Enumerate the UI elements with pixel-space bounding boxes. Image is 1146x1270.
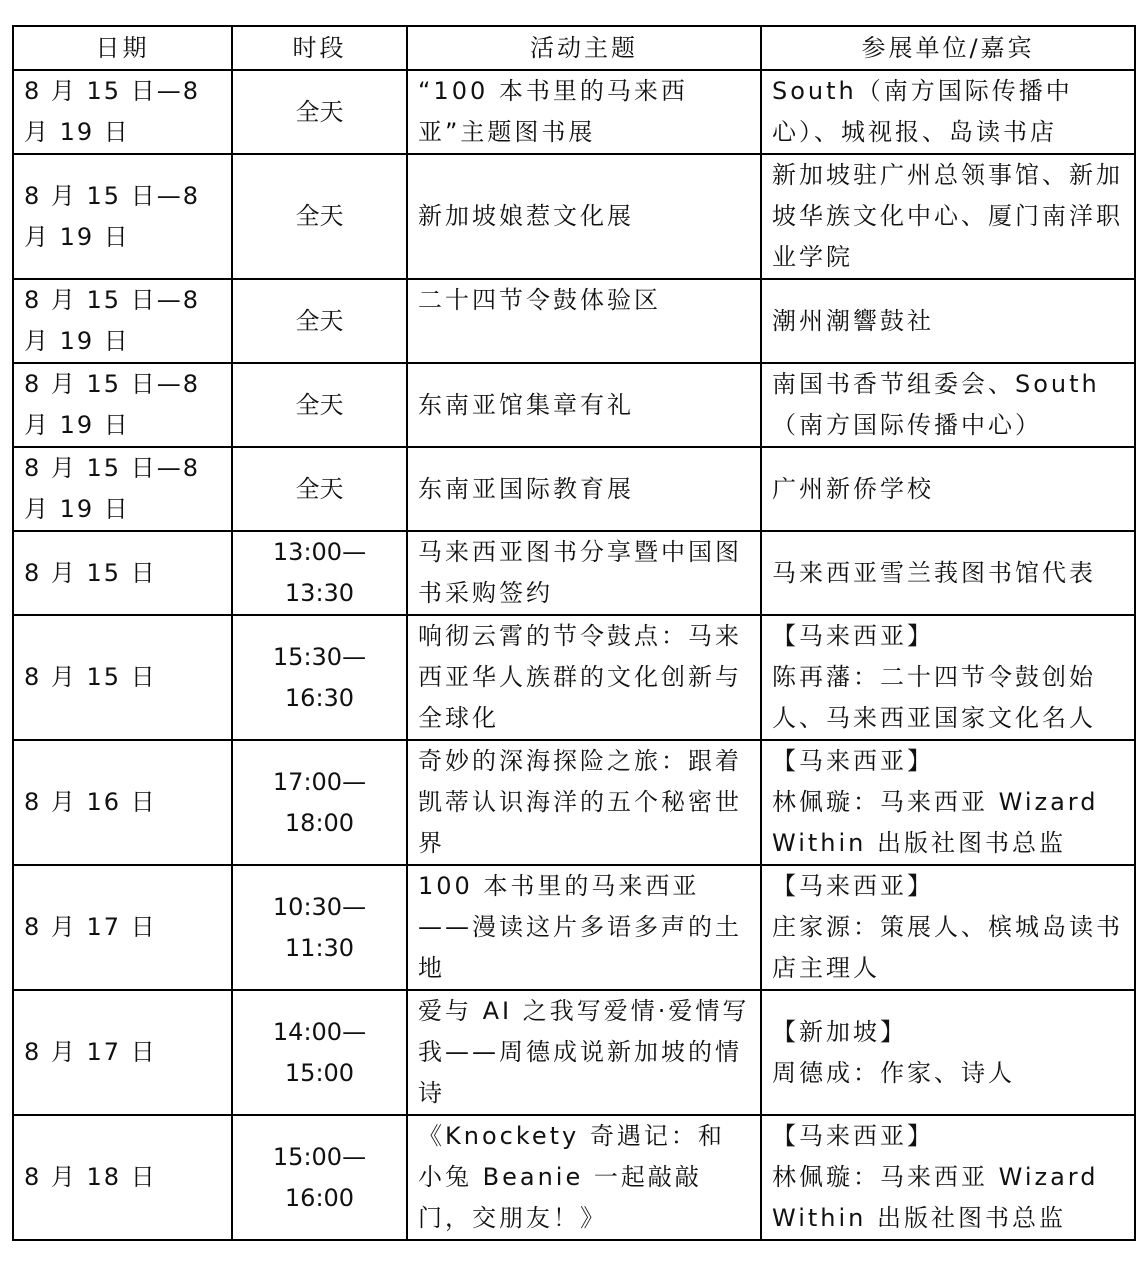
date-cell: 8 月 17 日 <box>13 990 232 1115</box>
date-cell: 8 月 15 日—8 月 19 日 <box>13 154 232 279</box>
guest-country: 【马来西亚】 <box>772 747 934 775</box>
topic-cell: 马来西亚图书分享暨中国图书采购签约 <box>407 531 761 615</box>
guest-country: 【马来西亚】 <box>772 1122 934 1150</box>
schedule-table <box>12 25 1136 1241</box>
date-cell: 8 月 15 日—8 月 19 日 <box>13 70 232 154</box>
guest-line: 广州新侨学校 <box>772 474 934 503</box>
time-cell: 全天 <box>232 70 407 154</box>
guest-line: 林佩璇：马来西亚 Wizard Within 出版社图书总监 <box>772 1163 1099 1232</box>
guest-line: 庄家源：策展人、槟城岛读书店主理人 <box>772 913 1123 982</box>
topic-cell: 《Knockety 奇遇记：和小兔 Beanie 一起敲敲门，交朋友！》 <box>407 1115 761 1240</box>
time-cell: 全天 <box>232 279 407 363</box>
guest-cell <box>761 154 1135 279</box>
guest-line: South（南方国际传播中心）、城视报、岛读书店 <box>772 77 1073 146</box>
time-cell: 15:30—16:30 <box>232 615 407 740</box>
guest-country: 【马来西亚】 <box>772 872 934 900</box>
time-cell: 全天 <box>232 154 407 279</box>
header-row <box>13 26 1135 70</box>
guest-cell <box>761 1115 1135 1240</box>
table-row <box>13 154 1135 279</box>
guest-country: 【马来西亚】 <box>772 622 934 650</box>
time-cell: 全天 <box>232 363 407 447</box>
guest-cell <box>761 363 1135 447</box>
date-cell: 8 月 15 日—8 月 19 日 <box>13 447 232 531</box>
topic-cell: 爱与 AI 之我写爱情·爱情写我——周德成说新加坡的情诗 <box>407 990 761 1115</box>
topic-cell: 新加坡娘惹文化展 <box>407 154 761 279</box>
table-row <box>13 70 1135 154</box>
date-cell: 8 月 15 日 <box>13 531 232 615</box>
guest-cell <box>761 447 1135 531</box>
guest-line: 新加坡驻广州总领事馆、新加坡华族文化中心、厦门南洋职业学院 <box>772 161 1123 271</box>
topic-cell: 奇妙的深海探险之旅：跟着凯蒂认识海洋的五个秘密世界 <box>407 740 761 865</box>
header-topic: 活动主题 <box>407 26 761 70</box>
table-row <box>13 615 1135 740</box>
header-time: 时段 <box>232 26 407 70</box>
topic-cell: 二十四节令鼓体验区 <box>407 279 761 363</box>
time-cell: 全天 <box>232 447 407 531</box>
guest-line: 周德成：作家、诗人 <box>772 1058 1015 1087</box>
guest-line: 马来西亚雪兰莪图书馆代表 <box>772 558 1096 587</box>
table-row <box>13 279 1135 363</box>
table-row <box>13 363 1135 447</box>
date-cell: 8 月 18 日 <box>13 1115 232 1240</box>
header-guest: 参展单位/嘉宾 <box>761 26 1135 70</box>
guest-line: 南国书香节组委会、South（南方国际传播中心） <box>772 370 1100 439</box>
date-cell: 8 月 17 日 <box>13 865 232 990</box>
date-cell: 8 月 15 日—8 月 19 日 <box>13 279 232 363</box>
table-row <box>13 531 1135 615</box>
guest-line: 潮州潮響鼓社 <box>772 306 934 335</box>
table-row <box>13 990 1135 1115</box>
time-cell: 17:00—18:00 <box>232 740 407 865</box>
table-row <box>13 447 1135 531</box>
date-cell: 8 月 15 日 <box>13 615 232 740</box>
header-date: 日期 <box>13 26 232 70</box>
topic-cell: 东南亚馆集章有礼 <box>407 363 761 447</box>
date-cell: 8 月 16 日 <box>13 740 232 865</box>
guest-country: 【新加坡】 <box>772 1017 907 1046</box>
time-cell: 13:00—13:30 <box>232 531 407 615</box>
guest-cell <box>761 615 1135 740</box>
guest-line: 林佩璇：马来西亚 Wizard Within 出版社图书总监 <box>772 788 1099 857</box>
topic-cell: 东南亚国际教育展 <box>407 447 761 531</box>
guest-cell <box>761 531 1135 615</box>
table-row <box>13 740 1135 865</box>
topic-cell: “100 本书里的马来西亚”主题图书展 <box>407 70 761 154</box>
table-row <box>13 865 1135 990</box>
guest-line: 陈再藩：二十四节令鼓创始人、马来西亚国家文化名人 <box>772 663 1096 732</box>
time-cell: 14:00—15:00 <box>232 990 407 1115</box>
table-row <box>13 1115 1135 1240</box>
date-cell: 8 月 15 日—8 月 19 日 <box>13 363 232 447</box>
guest-cell <box>761 740 1135 865</box>
time-cell: 15:00—16:00 <box>232 1115 407 1240</box>
guest-cell <box>761 865 1135 990</box>
guest-cell <box>761 279 1135 363</box>
topic-cell: 响彻云霄的节令鼓点：马来西亚华人族群的文化创新与全球化 <box>407 615 761 740</box>
guest-cell <box>761 70 1135 154</box>
guest-cell <box>761 990 1135 1115</box>
time-cell: 10:30—11:30 <box>232 865 407 990</box>
topic-cell: 100 本书里的马来西亚——漫读这片多语多声的土地 <box>407 865 761 990</box>
